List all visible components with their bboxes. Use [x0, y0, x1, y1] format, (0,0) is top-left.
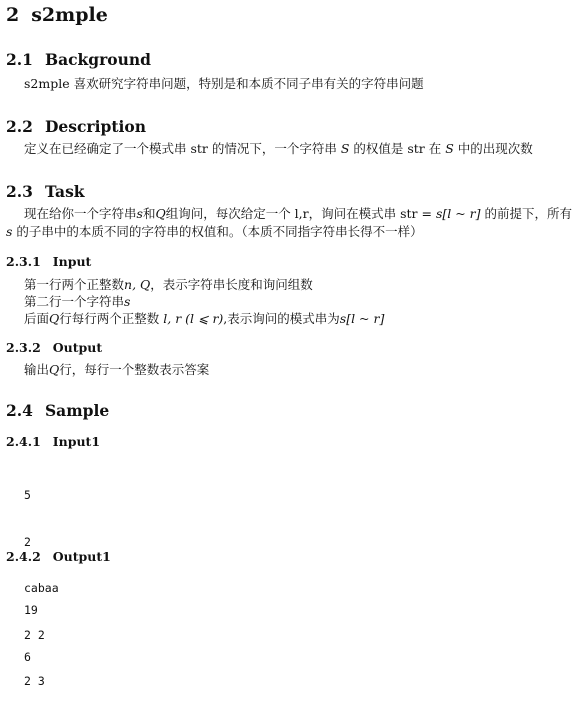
- input-vars-lr: l, r (l ⩽ r): [163, 311, 224, 326]
- background-heading: [6, 50, 151, 69]
- page-title: [6, 4, 108, 26]
- task-var-s-2: s: [6, 224, 13, 239]
- sample-number: 2.4: [6, 401, 33, 420]
- output-heading: [6, 340, 102, 355]
- task-heading: [6, 182, 85, 201]
- description-var-s2: S: [445, 141, 454, 156]
- input-line-3: [24, 310, 384, 327]
- input-text-3a: 后面: [24, 311, 50, 326]
- output-title: Output: [52, 340, 103, 355]
- description-number: 2.2: [6, 117, 33, 136]
- description-heading: [6, 117, 146, 136]
- input-line-1: [24, 276, 313, 293]
- task-line-1: [24, 205, 572, 222]
- input1-line: cabaa: [24, 581, 59, 595]
- output1-line: 6: [24, 649, 31, 664]
- background-number: 2.1: [6, 50, 33, 69]
- input1-line: 5: [24, 488, 31, 502]
- input1-line: 2 2: [24, 627, 45, 642]
- description-part-2: 的权值是 str 在: [349, 141, 446, 156]
- output-var-q: Q: [49, 362, 60, 377]
- task-line-2: [6, 223, 423, 240]
- output1-line: 19: [24, 603, 38, 617]
- output-text: [24, 361, 209, 378]
- input-text-2a: 第二行一个字符串: [24, 294, 125, 309]
- background-text: s2mple 喜欢研究字符串问题，特别是和本质不同子串有关的字符串问题: [24, 76, 424, 91]
- sample-heading: [6, 401, 109, 420]
- input1-line: 2: [24, 534, 31, 549]
- sample-title: Sample: [44, 401, 110, 420]
- output-text-a: 输出: [24, 362, 50, 377]
- description-title: Description: [44, 117, 146, 136]
- task-var-s: s: [136, 206, 143, 221]
- description-text: [24, 140, 533, 157]
- input-expr: s[l ~ r]: [339, 311, 385, 326]
- task-number: 2.3: [6, 182, 33, 201]
- task-expr: s[l ~ r]: [435, 206, 481, 221]
- input-text-3b: 行每行两个正整数: [59, 311, 164, 326]
- input-text-1b: ，表示字符串长度和询问组数: [150, 277, 313, 292]
- task-text-d: 的前提下，所有: [480, 206, 572, 221]
- output-number: 2.3.2: [6, 340, 41, 355]
- description-part-1: 定义在已经确定了一个模式串 str 的情况下，一个字符串: [24, 141, 341, 156]
- description-part-3: 中的出现次数: [453, 141, 533, 156]
- input-var-q: Q: [49, 311, 60, 326]
- input-heading: [6, 254, 91, 269]
- task-text-b: 和: [142, 206, 156, 221]
- input-number: 2.3.1: [6, 254, 41, 269]
- task-text-e: 的子串中的本质不同的字符串的权值和。（本质不同指字符串长得不一样）: [12, 224, 423, 239]
- input-title: Input: [52, 254, 92, 269]
- title-text: s2mple: [31, 4, 108, 26]
- task-var-q: Q: [155, 206, 166, 221]
- background-title: Background: [44, 50, 152, 69]
- task-title: Task: [44, 182, 85, 201]
- input-vars-nq: n, Q: [124, 277, 151, 292]
- input-text-1a: 第一行两个正整数: [24, 277, 125, 292]
- output1-number: 2.4.2: [6, 549, 41, 564]
- input-var-s: s: [124, 294, 131, 309]
- task-text-a: 现在给你一个字符串: [24, 206, 137, 221]
- title-number: 2: [6, 4, 20, 26]
- input1-heading: [6, 434, 100, 449]
- input1-title: Input1: [52, 434, 101, 449]
- output1-code-block: [24, 572, 52, 696]
- input1-number: 2.4.1: [6, 434, 41, 449]
- input-line-2: [24, 293, 130, 310]
- input-text-3c: ,表示询问的模式串为: [223, 311, 340, 326]
- output-text-b: 行，每行一个整数表示答案: [59, 362, 210, 377]
- description-var-s: S: [340, 141, 350, 156]
- input1-line: 2 3: [24, 674, 45, 688]
- output1-heading: [6, 549, 111, 564]
- output1-title: Output1: [52, 549, 111, 564]
- task-text-c: 组询问，每次给定一个 l,r，询问在模式串 str =: [165, 206, 436, 221]
